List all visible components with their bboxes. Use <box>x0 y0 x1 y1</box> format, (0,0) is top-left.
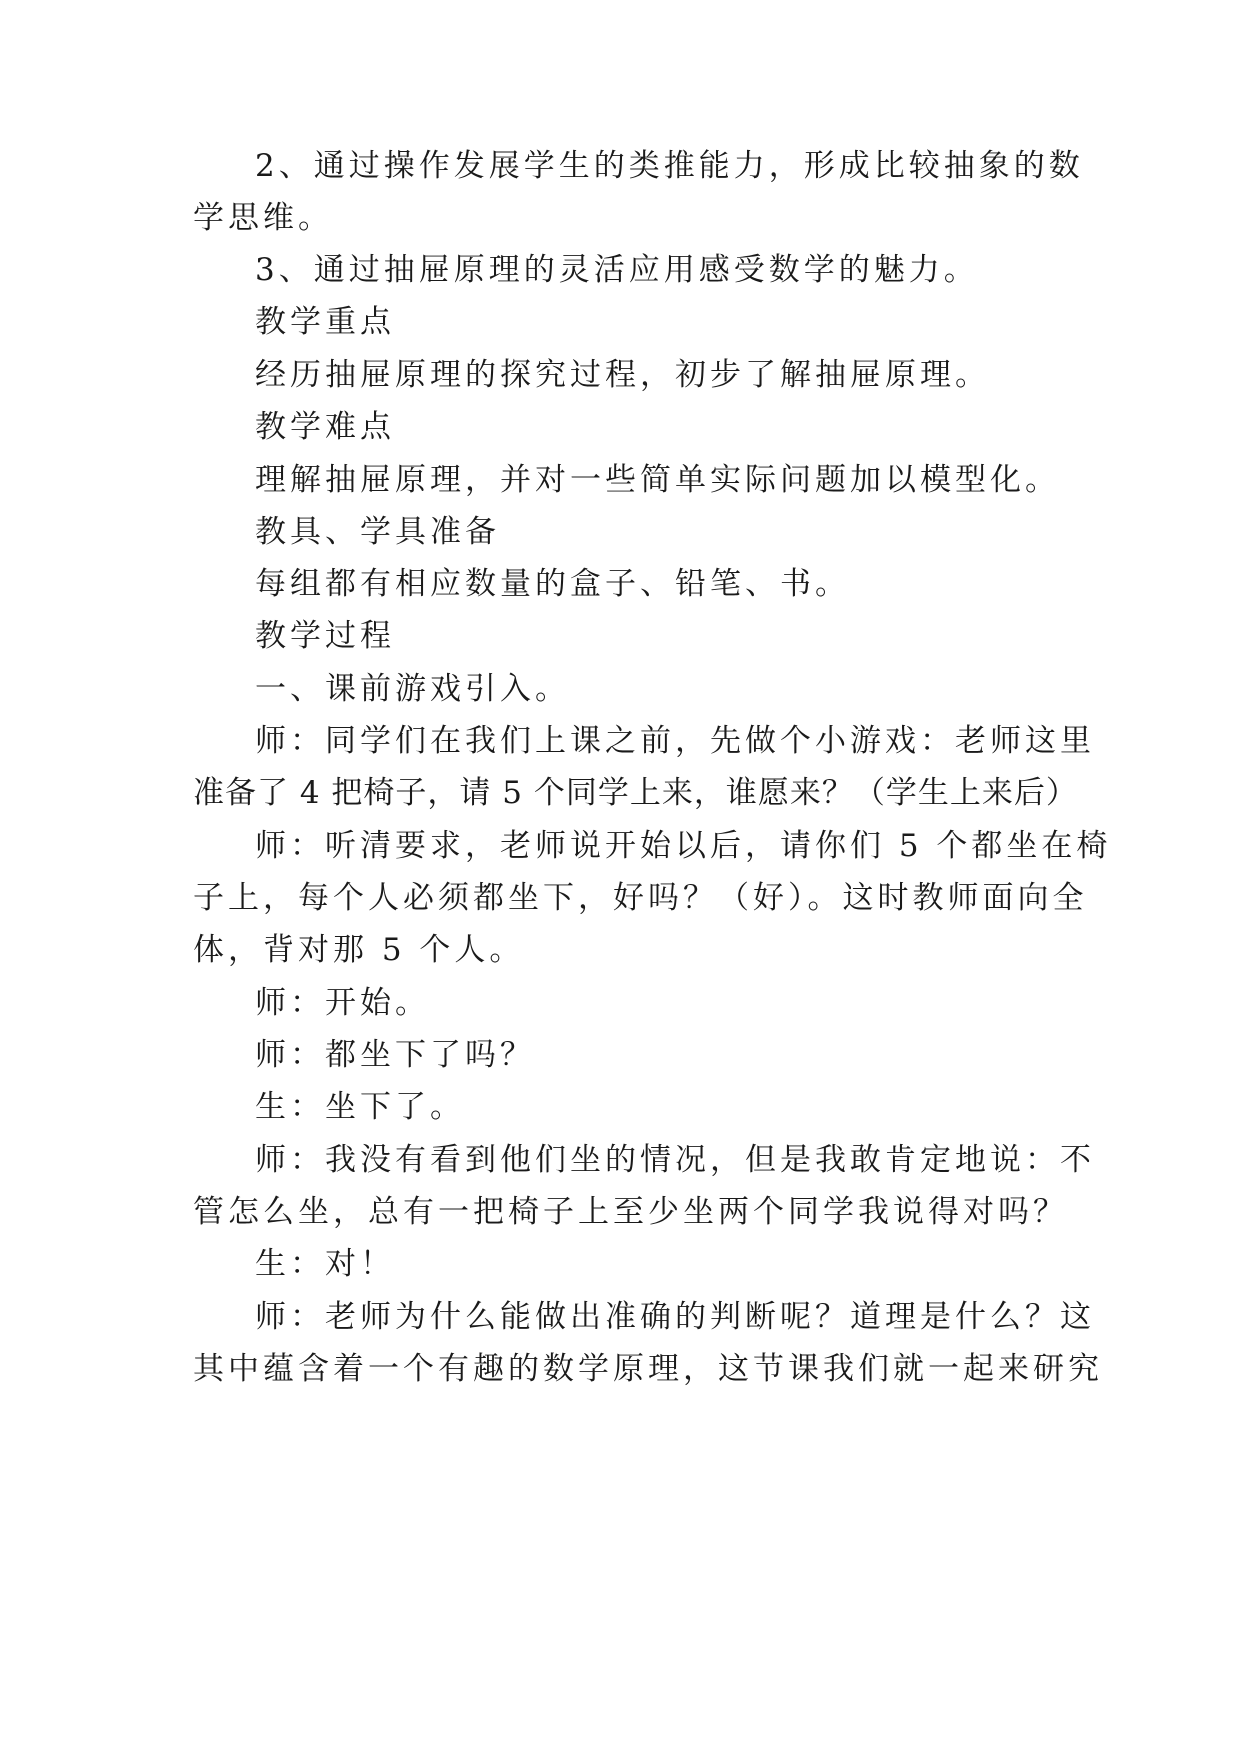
text-line: 经历抽屉原理的探究过程，初步了解抽屉原理。 <box>255 357 990 393</box>
text-line: 准备了 4 把椅子，请 5 个同学上来，谁愿来？（学生上来后） <box>193 775 1078 811</box>
text-line: 一、课前游戏引入。 <box>255 671 570 707</box>
text-line: 3、通过抽屉原理的灵活应用感受数学的魅力。 <box>255 252 979 288</box>
text-line: 子上，每个人必须都坐下，好吗？（好）。这时教师面向全 <box>193 880 1088 916</box>
text-line: 师：我没有看到他们坐的情况，但是我敢肯定地说：不 <box>255 1142 1095 1178</box>
text-line: 其中蕴含着一个有趣的数学原理，这节课我们就一起来研究 <box>193 1351 1103 1387</box>
text-line: 师：老师为什么能做出准确的判断呢？道理是什么？这 <box>255 1299 1095 1335</box>
section-heading: 教学难点 <box>255 409 395 445</box>
text-line: 理解抽屉原理，并对一些简单实际问题加以模型化。 <box>255 462 1060 498</box>
section-heading: 教具、学具准备 <box>255 514 500 550</box>
text-line: 2、通过操作发展学生的类推能力，形成比较抽象的数 <box>255 148 1084 184</box>
text-line: 每组都有相应数量的盒子、铅笔、书。 <box>255 566 850 602</box>
text-line: 师：听清要求，老师说开始以后，请你们 5 个都坐在椅 <box>255 828 1112 864</box>
text-line: 师：同学们在我们上课之前，先做个小游戏：老师这里 <box>255 723 1095 759</box>
text-line: 师：开始。 <box>255 985 430 1021</box>
section-heading: 教学重点 <box>255 304 395 340</box>
text-line: 生：对！ <box>255 1246 395 1282</box>
text-line: 师：都坐下了吗？ <box>255 1037 535 1073</box>
text-line: 体，背对那 5 个人。 <box>193 932 525 968</box>
text-line: 学思维。 <box>193 200 333 236</box>
section-heading: 教学过程 <box>255 618 395 654</box>
text-line: 管怎么坐，总有一把椅子上至少坐两个同学我说得对吗？ <box>193 1194 1068 1230</box>
text-line: 生：坐下了。 <box>255 1089 465 1125</box>
